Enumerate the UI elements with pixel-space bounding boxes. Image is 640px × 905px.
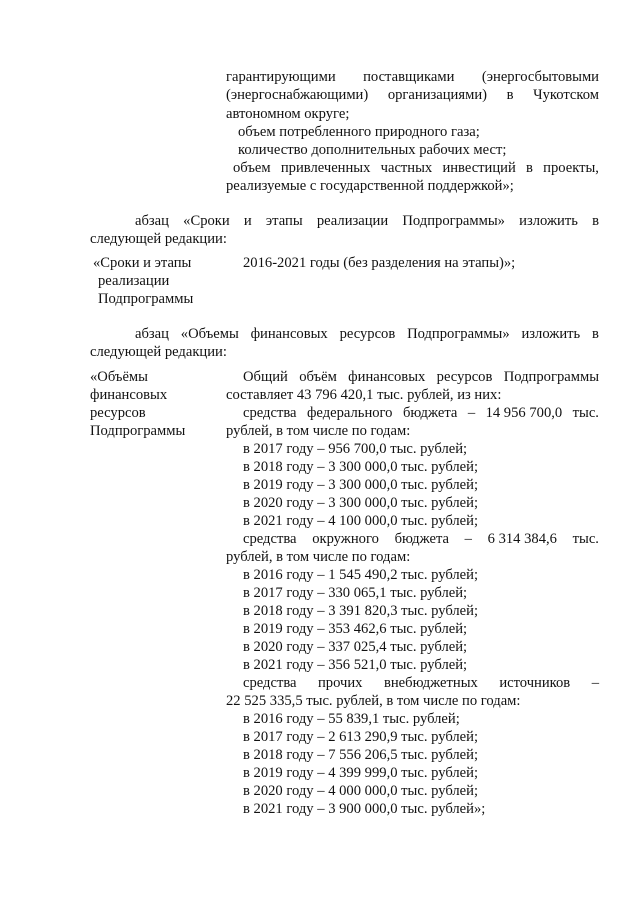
word: внебюджетных [383, 675, 478, 691]
word: в [506, 87, 514, 103]
finance-label-1: «Объёмы [90, 369, 148, 385]
word: средства [243, 531, 297, 547]
top-line-6 [233, 160, 599, 178]
other-year-line: в 2017 году – 2 613 290,9 тыс. рублей; [243, 729, 479, 745]
word: – [467, 405, 476, 421]
district-year-line: в 2016 году – 1 545 490,2 тыс. рублей; [243, 567, 479, 583]
other-line-2: 22 525 335,5 тыс. рублей, в том числе по годам: [226, 693, 521, 709]
word: привлеченных [280, 160, 371, 176]
terms-label-2: реализации [98, 273, 170, 289]
word: – [464, 531, 472, 547]
federal-line-2: рублей, в том числе по годам: [226, 423, 411, 439]
word: Чукотском [533, 87, 599, 103]
federal-year-line: в 2018 году – 3 300 000,0 тыс. рублей; [243, 459, 479, 475]
finance-label-2: финансовых [90, 387, 168, 403]
finance-total-line-2: составляет 43 796 420,1 тыс. рублей, из них: [226, 387, 502, 403]
top-line-5: количество дополнительных рабочих мест; [238, 142, 507, 158]
other-year-line: в 2021 году – 3 900 000,0 тыс. рублей»; [243, 801, 486, 817]
word: инвестиций [442, 160, 516, 176]
para1-line-2: следующей редакции: [90, 231, 227, 247]
word: абзац [135, 326, 169, 342]
word: гарантирующими [226, 69, 336, 85]
word: бюджета [394, 531, 449, 547]
federal-line-1 [243, 405, 599, 423]
federal-year-line: в 2020 году – 3 300 000,0 тыс. рублей; [243, 495, 479, 511]
word: в [526, 160, 533, 176]
word: проекты, [543, 160, 599, 176]
finance-label-3: ресурсов [90, 405, 146, 421]
other-year-line: в 2018 году – 7 556 206,5 тыс. рублей; [243, 747, 479, 763]
terms-value: 2016-2021 годы (без разделения на этапы)»; [243, 255, 516, 271]
word: средства [243, 675, 297, 691]
district-year-line: в 2021 году – 356 521,0 тыс. рублей; [243, 657, 468, 673]
district-year-line: в 2017 году – 330 065,1 тыс. рублей; [243, 585, 468, 601]
word: объём [299, 369, 337, 385]
word: абзац [135, 213, 169, 229]
word: Общий [243, 369, 288, 385]
word: в [592, 326, 599, 342]
word: окружного [312, 531, 379, 547]
word: «Объемы [180, 326, 239, 342]
top-line-4: объем потребленного природного газа; [238, 124, 480, 140]
word: прочих [318, 675, 363, 691]
district-line-2: рублей, в том числе по годам: [226, 549, 411, 565]
word: федерального [306, 405, 393, 421]
word: 6 314 384,6 [487, 531, 557, 547]
other-year-line: в 2019 году – 4 399 999,0 тыс. рублей; [243, 765, 479, 781]
word: источников [499, 675, 571, 691]
word: – [591, 675, 599, 691]
word: 14 956 700,0 [485, 405, 563, 421]
district-line-1 [243, 531, 599, 549]
word: организациями) [387, 87, 487, 103]
para1-line-1 [135, 213, 599, 231]
word: объем [233, 160, 271, 176]
word: Подпрограммы» [402, 213, 505, 229]
word: бюджета [402, 405, 458, 421]
word: реализации [316, 213, 389, 229]
word: ресурсов [436, 369, 493, 385]
other-line-1 [243, 675, 599, 693]
district-year-line: в 2018 году – 3 391 820,3 тыс. рублей; [243, 603, 479, 619]
word: изложить [521, 326, 581, 342]
word: в [592, 213, 599, 229]
top-line-1 [226, 69, 599, 87]
top-line-3: автономном округе; [226, 106, 350, 122]
word: ресурсов [339, 326, 396, 342]
word: тыс. [572, 405, 599, 421]
word: средства [243, 405, 297, 421]
top-line-7: реализуемые с государственной поддержкой»; [226, 178, 514, 194]
word: финансовых [348, 369, 426, 385]
terms-label-1: «Сроки и этапы [93, 255, 192, 271]
finance-total-line-1 [243, 369, 599, 387]
word: изложить [519, 213, 578, 229]
word: тыс. [572, 531, 599, 547]
word: Подпрограммы [503, 369, 599, 385]
para2-line-1 [135, 326, 599, 344]
word: Подпрограммы» [407, 326, 510, 342]
federal-year-line: в 2021 году – 4 100 000,0 тыс. рублей; [243, 513, 479, 529]
other-year-line: в 2016 году – 55 839,1 тыс. рублей; [243, 711, 460, 727]
word: поставщиками [363, 69, 455, 85]
other-year-line: в 2020 году – 4 000 000,0 тыс. рублей; [243, 783, 479, 799]
word: (энергоснабжающими) [226, 87, 369, 103]
word: (энергосбытовыми [481, 69, 599, 85]
para2-line-2: следующей редакции: [90, 344, 227, 360]
top-line-2 [226, 87, 599, 105]
district-year-line: в 2019 году – 353 462,6 тыс. рублей; [243, 621, 468, 637]
federal-year-line: в 2017 году – 956 700,0 тыс. рублей; [243, 441, 468, 457]
terms-label-3: Подпрограммы [98, 291, 194, 307]
district-year-line: в 2020 году – 337 025,4 тыс. рублей; [243, 639, 468, 655]
word: этапы [265, 213, 303, 229]
word: частных [380, 160, 433, 176]
finance-label-4: Подпрограммы [90, 423, 186, 439]
word: и [243, 213, 252, 229]
word: «Сроки [183, 213, 230, 229]
word: финансовых [250, 326, 328, 342]
federal-year-line: в 2019 году – 3 300 000,0 тыс. рублей; [243, 477, 479, 493]
